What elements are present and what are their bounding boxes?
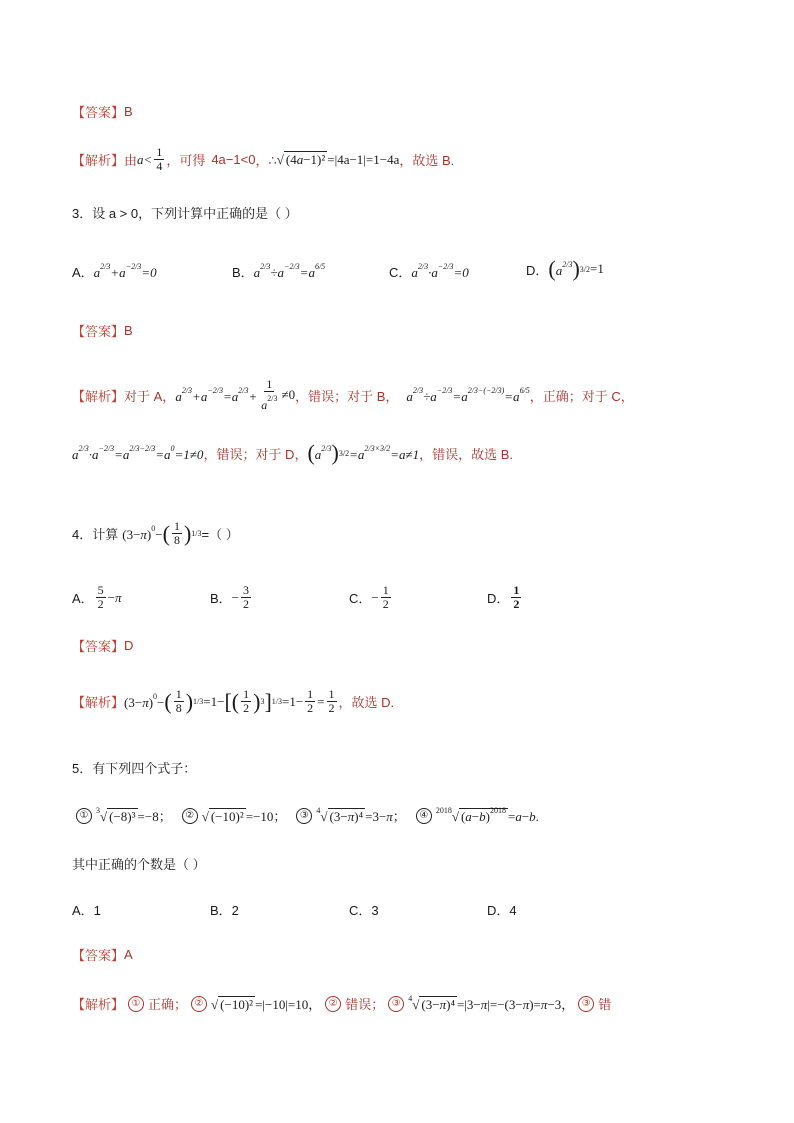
q3-option-c: C． $a^{2/3}\cdot a^{-2/3}=0$: [389, 262, 469, 280]
math-expr: √ (−10)² =−10；: [201, 809, 287, 824]
q3-option-a: A． $a^{2/3}+a^{-2/3}=0$: [72, 262, 157, 280]
q5-option-d: D．4: [487, 903, 517, 918]
answer-value: B: [124, 323, 133, 338]
math-expr: $(3-\pi)^0-$: [124, 692, 165, 710]
q4-analysis: 【解析】 $(3-\pi)^0-$ ( $\frac{1}{8}$ ) 1/3 =1− [ ( $\frac{1}{2}$ ) 3 ] 1/3 =1− $\frac{1}{2}$ = $\frac{1}{2}$ ，故选 D.: [72, 687, 395, 715]
math-expr: $a^{2/3}\cdot a^{-2/3}=0$: [411, 262, 469, 280]
analysis-label: 【解析】: [72, 695, 125, 710]
analysis-text: 错误；: [345, 997, 385, 1012]
answer-label: 【答案】: [72, 324, 125, 339]
math-expr: √ (−10)² =|−10|=10，: [211, 997, 322, 1012]
q4-option-d: D． $\frac{1}{2}$: [487, 583, 520, 611]
q5-formulas: [72, 806, 539, 825]
q2-answer: [72, 102, 133, 121]
q4-option-c: C． − $\frac{1}{2}$: [349, 583, 389, 611]
q4-stem-text: =（ ）: [201, 527, 239, 542]
math-expr: $a^{2/3}\cdot a^{-2/3}=a^{2/3-2/3}=a^0=1\ne 0$: [72, 443, 204, 462]
math-expr: $a^{2/3}\div a^{-2/3}=a^{2/3-(-2/3)}=a^{6/5}$: [406, 385, 530, 404]
analysis-text: 对于 A，: [124, 388, 176, 404]
q4-stem: 4．计算 $(3-\pi)^0-$ ( $\frac{1}{8}$ ) 1/3 =（ ）: [72, 519, 239, 547]
math-expr: $^3$√ (−8)³ =−8；: [96, 806, 172, 824]
circled-number: ②: [182, 808, 198, 824]
analysis-label: 【解析】: [72, 997, 125, 1012]
circled-number: ②: [191, 996, 207, 1012]
analysis-text: 错: [598, 997, 612, 1012]
q5-analysis: [72, 994, 611, 1013]
analysis-label: 【解析】: [72, 153, 125, 168]
q5-question: 其中正确的个数是（ ）: [72, 857, 206, 872]
analysis-text: ，错误；对于 B，: [295, 388, 399, 404]
analysis-text: ，可得: [166, 153, 206, 168]
q3-analysis-2: $a^{2/3}\cdot a^{-2/3}=a^{2/3-2/3}=a^0=1\ne 0$ ，错误；对于 D， ( $a^{2/3}$ ) 3/2 $=a^{2/3\times 3/2}=a\ne 1$ ，错误，故选 B.: [72, 440, 514, 465]
analysis-label: 【解析】: [72, 388, 125, 404]
answer-value: A: [124, 947, 133, 962]
math-expr: $a^{2/3}+a^{-2/3}=a^{2/3}+$: [175, 385, 258, 404]
answer-label: 【答案】: [72, 105, 125, 120]
q3-analysis-1: 【解析】 对于 A， $a^{2/3}+a^{-2/3}=a^{2/3}+$ $\frac{1}{a^{2/3}}$ ≠0 ，错误；对于 B， $a^{2/3}\div a^{-2/3}=a^{2/3-(-2/3)}=a^{6/5}$ ，正确；对于 C，: [72, 377, 634, 412]
math-expr: $=a^{2/3\times 3/2}=a\ne 1$: [349, 443, 420, 462]
math-expr: $^{2018}$√ $(a-b)^{2018} =a-b$.: [435, 806, 539, 824]
math-expr: $(3-\pi)^0-$: [122, 524, 163, 542]
analysis-text: ，故选 D.: [338, 695, 395, 710]
circled-number: ③: [388, 996, 404, 1012]
circled-number: ①: [128, 996, 144, 1012]
circled-number: ①: [76, 808, 92, 824]
math-expr: √ (4a−1)²: [276, 151, 326, 167]
circled-number: ②: [325, 996, 341, 1012]
q5-option-b: B．2: [210, 903, 239, 918]
math-fraction: $\frac{1}{4}$: [156, 145, 163, 173]
q2-analysis: [72, 146, 454, 173]
answer-label: 【答案】: [72, 948, 125, 963]
circled-number: ③: [296, 808, 312, 824]
q4-answer: [72, 636, 133, 655]
answer-label: 【答案】: [72, 639, 125, 654]
analysis-condition: 4a−1<0: [211, 152, 256, 167]
analysis-text: 由: [124, 153, 138, 168]
math-expr: $a^{2/3}\div a^{-2/3}=a^{6/5}$: [253, 262, 326, 280]
math-expr: =|4a−1|=1−4a: [327, 151, 400, 167]
analysis-text: ，故选 B.: [399, 153, 455, 168]
analysis-text: 正确；: [148, 997, 188, 1012]
q5-option-c: C．3: [349, 903, 379, 918]
answer-value: D: [124, 638, 134, 653]
q3-option-b: B． $a^{2/3}\div a^{-2/3}=a^{6/5}$: [232, 262, 326, 280]
q4-option-a: A． $\frac{5}{2}$ −π: [72, 583, 122, 611]
math-expr: $^4$√ (3−π)⁴ =|3−π|=−(3−π)=π−3，: [408, 994, 575, 1012]
math-expr: $^4$√ (3−π)⁴ =3−π；: [316, 806, 406, 824]
q3-answer: [72, 321, 133, 340]
q3-option-d: D． ( $a^{2/3}$ ) 3/2 =1: [526, 256, 604, 281]
analysis-text: ，错误；对于 D，: [203, 446, 308, 462]
q5-answer: [72, 945, 133, 964]
analysis-text: ，∴: [255, 153, 277, 168]
q5-option-a: A．1: [72, 903, 101, 918]
circled-number: ③: [578, 996, 594, 1012]
answer-value: B: [124, 104, 133, 119]
math-fraction: $\frac{1}{a^{2/3}}$: [261, 377, 278, 412]
q4-stem-text: 4．计算: [72, 527, 119, 542]
q3-stem: 3．设 a > 0，下列计算中正确的是（ ）: [72, 206, 298, 221]
math-expr: $a^{2/3}$: [555, 259, 573, 278]
q5-stem: 5．有下列四个式子：: [72, 761, 197, 776]
q4-option-b: B． − $\frac{3}{2}$: [210, 583, 250, 611]
analysis-text: ，错误，故选 B.: [419, 446, 514, 462]
math-expr: a<: [137, 151, 153, 167]
math-expr: $a^{2/3}+a^{-2/3}=0$: [93, 262, 157, 280]
analysis-text: ，正确；对于 C，: [529, 388, 634, 404]
circled-number: ④: [416, 808, 432, 824]
